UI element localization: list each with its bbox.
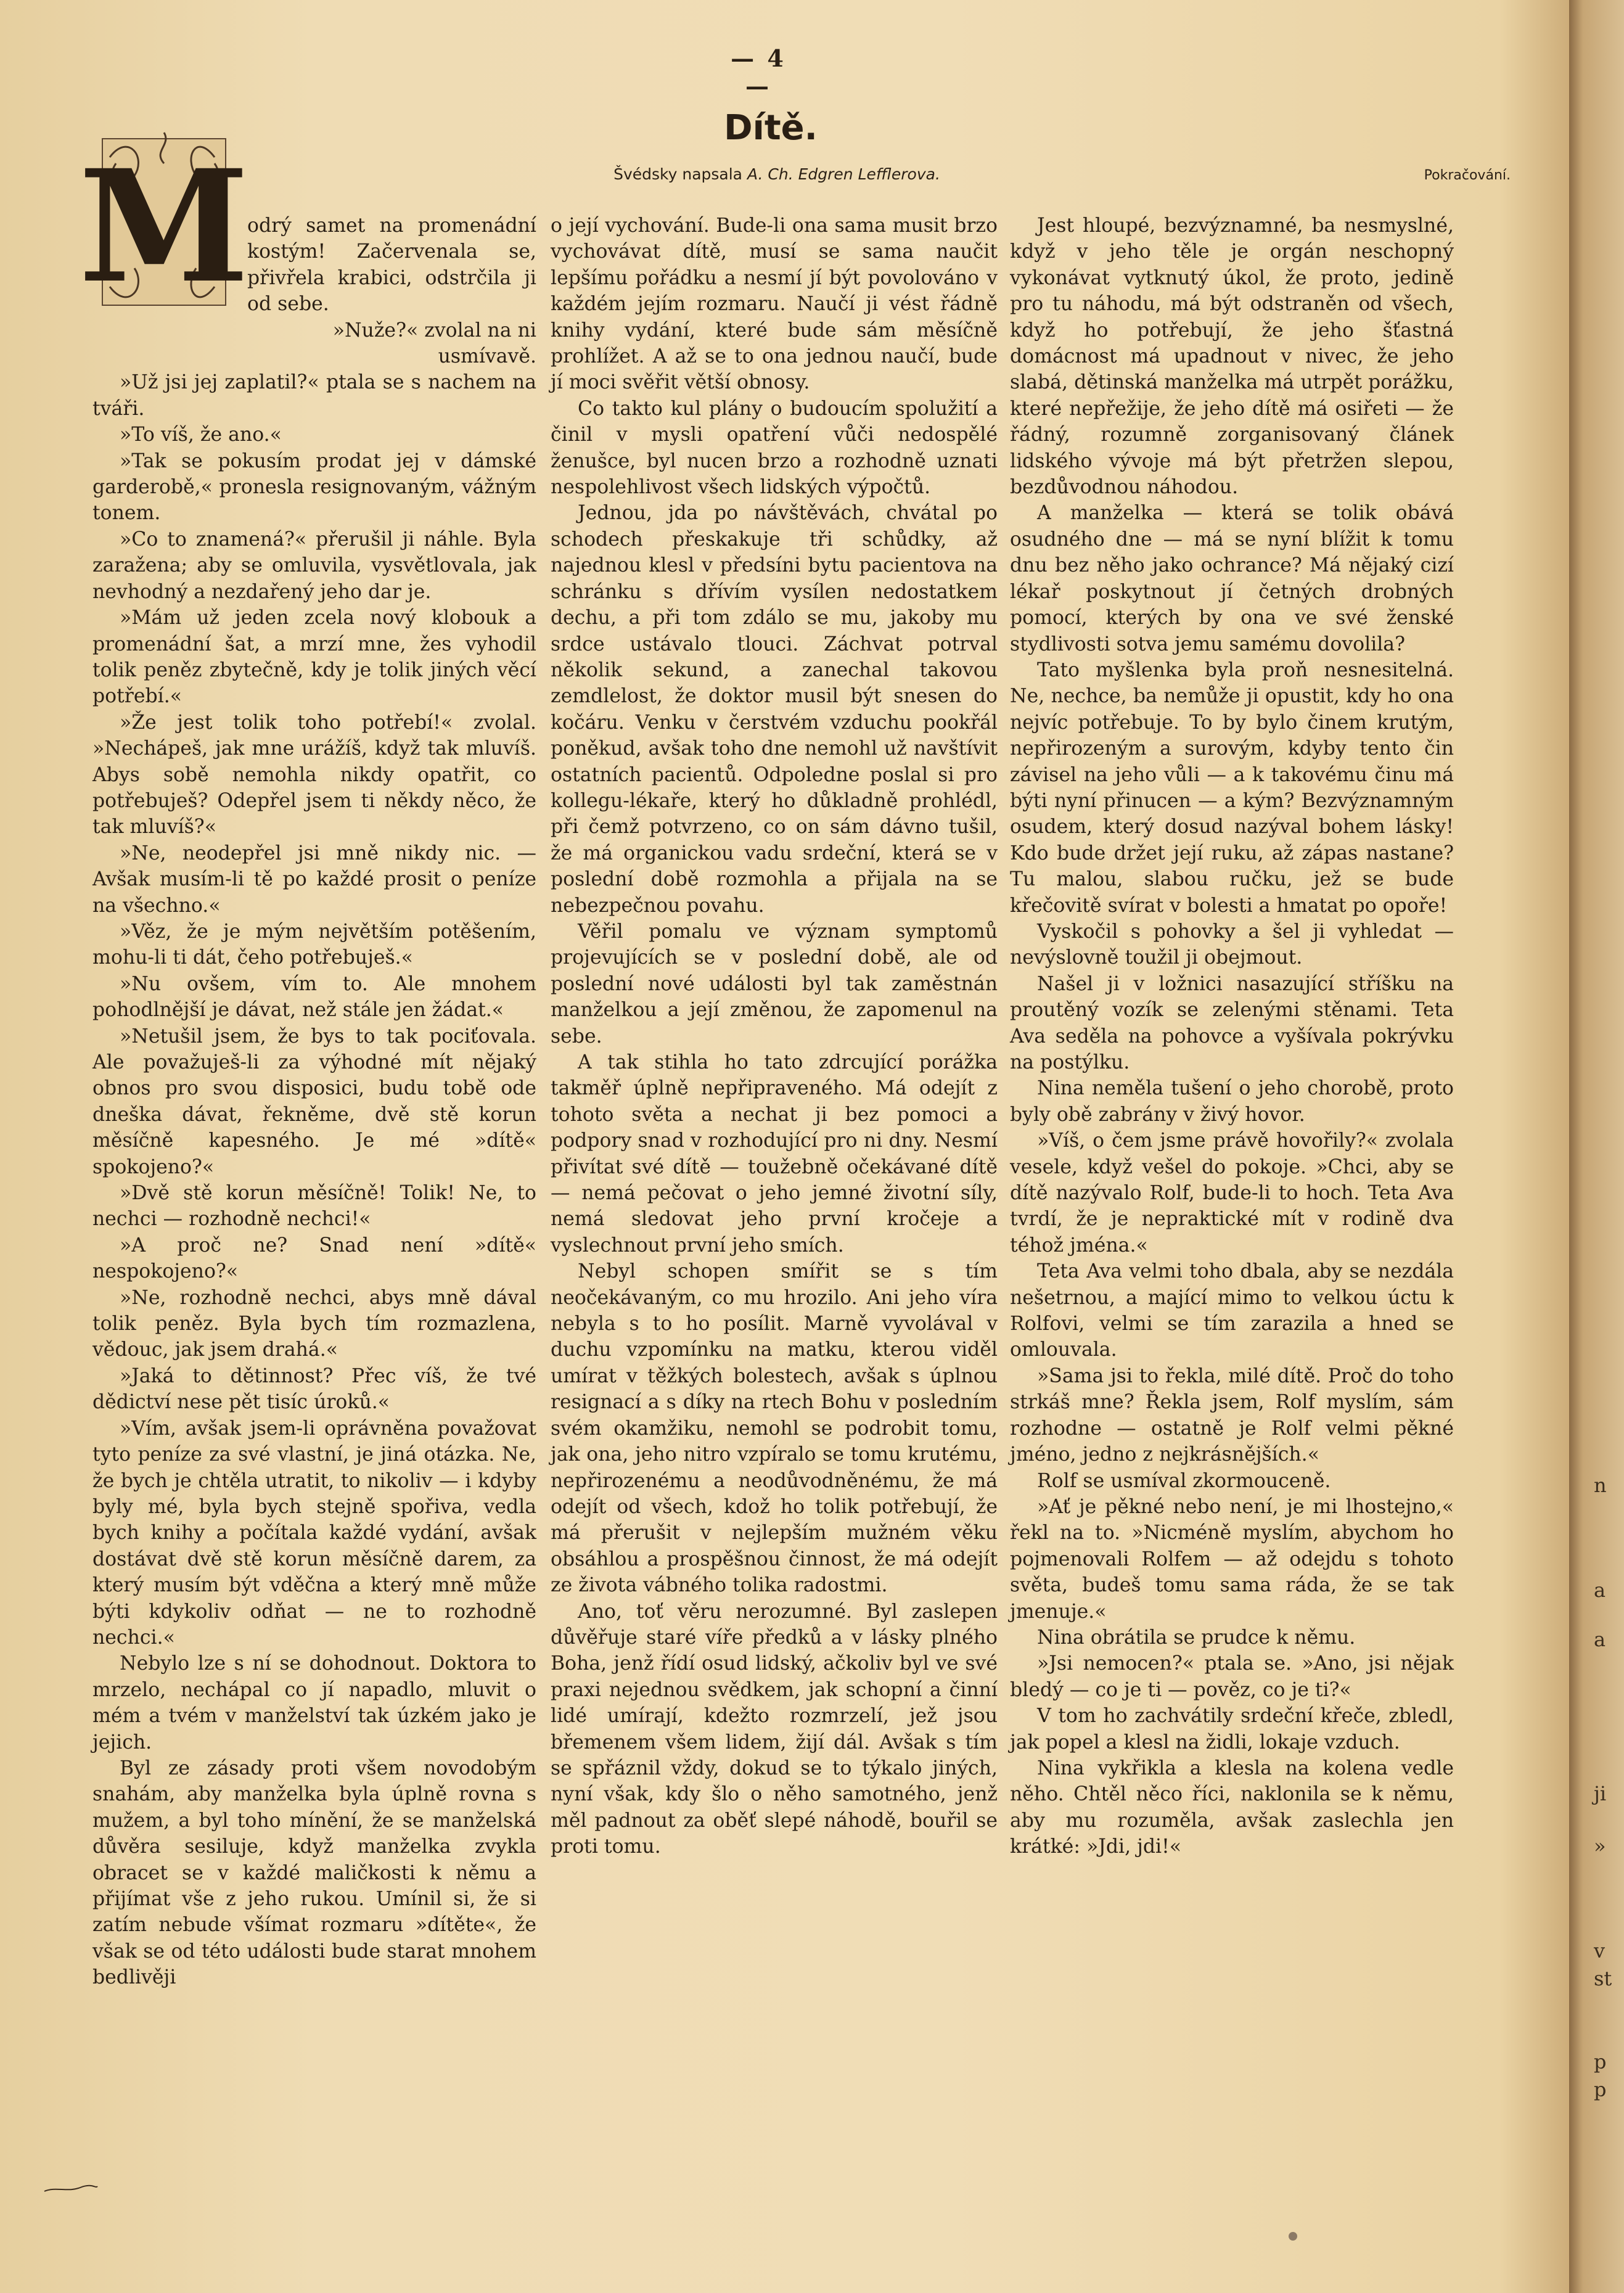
paragraph: »Nuže?« zvolal na ni usmívavě. [332, 319, 536, 368]
paragraph: Byl ze zásady proti všem novodobým snahám, aby manželka byla úplně rovna s mužem, a byl toho mínění, že se manželská důvěra sesiluje, když manželka zvykla obracet se v každé maličkosti k němu a přijímat vše z jeho rukou. Umínil si, že si zatím nebude všímat rozmaru »dítěte«, že však se od této události bude starat mnohem bedlivěji [92, 1757, 536, 1989]
paragraph: A manželka — která se tolik obává osudného dne — má se nyní blížit k tomu dnu bez něho jako ochrance? Má nějaký cizí lékař poskytnout jí četných drobných pomocí, kterých by ona ve své ženské stydlivosti sotva jemu samému dovolila? [1010, 502, 1454, 655]
paragraph: Nina vykřikla a klesla na kolena vedle něho. Chtěl něco říci, naklonila se k němu, aby mu rozuměla, avšak zaslechla jen krátké: »Jdi, jdi!« [1010, 1757, 1454, 1858]
paragraph: »Jsi nemocen?« ptala se. »Ano, jsi nějak bledý — co je ti — pověz, co je ti?« [1010, 1652, 1454, 1701]
paragraph: Vyskočil s pohovky a šel ji vyhledat — nevýslovně toužil ji obejmout. [1010, 920, 1454, 969]
paragraph: »Ne, rozhodně nechci, abys mně dával tolik peněz. Byla bych tím rozmazlena, vědouc, jak jsem drahá.« [92, 1286, 536, 1361]
next-page-edge [1569, 0, 1624, 2293]
paragraph: Nina obrátila se prudce k němu. [1037, 1626, 1356, 1649]
paragraph: Ano, toť věru nerozumné. Byl zaslepen důvěřuje staré víře předků a v lásky plného Boha, jenž řídí osud lidský, ačkoliv byl ve své praxi nejednou svědkem, jak schopní a činní lidé umírají, kdežto rozmrzelí, jež jsou břemenem všem lidem, žijí dál. Avšak s tím se spřáznil vždy, dokud se to týkalo jiných, nyní však, kdy šlo o něho samotného, jenž měl padnout za oběť slepé náhodě, bouřil se proti tomu. [551, 1600, 998, 1858]
edge-fragment: n [1594, 1474, 1607, 1497]
paragraph: A tak stihla ho tato zdrcující porážka takměř úplně nepřipraveného. Má odejít z tohoto světa a nechat ji bez pomoci a podpory snad v rozhodující pro ni dny. Nesmí přivítat své dítě — toužebně očekávané dítě — nemá pečovat o jeho jemné životní síly, nemá sledovat jeho první kročeje a vyslechnout první jeho smích. [551, 1051, 998, 1257]
paragraph: Věřil pomalu ve význam symptomů projevujících se v poslední době, ale od poslední nové události byl tak zaměstnán manželkou a její změnou, že zapomenul na sebe. [551, 920, 998, 1048]
text-column-1 [78, 136, 536, 1991]
paragraph: »Vím, avšak jsem-li oprávněna považovat tyto peníze za své vlastní, je jiná otázka. Ne, že bych je chtěla utratit, to nikoliv — i kdyby byly mé, byla bych stejně spořiva, vedla bych knihy a počítala každé vydání, avšak dostávat dvě stě korun měsíčně darem, za který musím být vděčna a který mně může býti kdykoliv odňat — ne to rozhodně nechci.« [92, 1417, 536, 1649]
edge-fragment: a [1594, 1578, 1606, 1602]
text-column-2 [551, 213, 998, 1860]
paragraph: V tom ho zachvátily srdeční křeče, zbledl, jak popel a klesl na židli, lokaje vzduch. [1010, 1705, 1454, 1754]
paragraph: »Že jest tolik toho potřebí!« zvolal. »Nechápeš, jak mne urážíš, když tak mluvíš. Abys sobě nemohla nikdy opatřit, co potřebuješ? Odepřel jsem ti někdy něco, že tak mluvíš?« [92, 711, 536, 839]
paragraph: Rolf se usmíval zkormouceně. [1037, 1469, 1331, 1492]
byline-prefix: Švédsky napsala [613, 165, 742, 183]
paragraph: »Jaká to dětinnost? Přec víš, že tvé dědictví nese pět tisíc úroků.« [92, 1364, 536, 1414]
dropcap-letter: M [78, 136, 250, 317]
paragraph: »Víš, o čem jsme právě hovořily?« zvolala vesele, když vešel do pokoje. »Chci, aby se dítě nazývalo Rolf, bude-li to hoch. Teta Ava tvrdí, že je nepraktické mít v rodině dva téhož jména.« [1010, 1130, 1454, 1257]
edge-fragment: a [1594, 1628, 1606, 1651]
ink-spot [1289, 2232, 1297, 2241]
page-number: — 4 — [731, 44, 786, 100]
edge-fragment: v [1594, 1939, 1606, 1963]
paragraph: Našel ji v ložnici nasazující stříšku na proutěný vozík se zelenými stěnami. Teta Ava seděla na pohovce a vyšívala pokrývku na postýlku. [1010, 972, 1454, 1073]
paragraph: »To víš, že ano.« [120, 424, 282, 446]
paragraph: »A proč ne? Snad není »dítě« nespokojeno?« [92, 1234, 536, 1283]
paragraph: Jednou, jda po návštěvách, chvátal po schodech přeskakuje tři schůdky, až najednou klesl v předsíni bytu pacientova na schránku s dřívím vysílen nedostatkem dechu, a při tom zdálo se mu, jakoby mu srdce ustávalo tlouci. Záchvat potrval několik sekund, a zanechal takovou zemdlelost, že doktor musil být snesen do kočáru. Venku v čerstvém vzduchu pookřál poněkud, avšak toho dne nemohl už navštívit ostatních pacientů. Odpoledne poslal si pro kollegu-lékaře, který ho důkladně prohlédl, při čemž potvrzeno, co on sám dávno tušil, že má organickou vadu srdeční, která se v poslední době rozmohla a přijala na se nebezpečnou povahu. [551, 502, 998, 917]
edge-fragment: p [1594, 2078, 1607, 2101]
paragraph: »Sama jsi to řekla, milé dítě. Proč do toho strkáš mne? Řekla jsem, Rolf myslím, sám rozhodne — ostatně je Rolf velmi pěkné jméno, jedno z nejkrásnějších.« [1010, 1364, 1454, 1466]
edge-fragment: st [1594, 1967, 1612, 1990]
paragraph: »Dvě stě korun měsíčně! Tolik! Ne, to nechci — rozhodně nechci!« [92, 1182, 536, 1231]
paragraph: »Tak se pokusím prodat jej v dámské garderobě,« pronesla resignovaným, vážným tonem. [92, 449, 536, 525]
edge-fragment: p [1594, 2050, 1607, 2074]
paragraph: Nebyl schopen smířit se s tím neočekávaným, co mu hrozilo. Ani jeho víra nebyla s to ho posílit. Marně vyvolával v duchu vzpomínku na matku, kterou viděl umírat v těžkých bolestech, avšak s úplnou resignací a s díky na rtech Bohu v posledním svém okamžiku, nemohl se podrobit tomu, jak ona, jeho nitro vzpíralo se tomu krutému, nepřirozenému a neodůvodněnému, že má odejít od všech, kdož ho tolik potřebují, že má přerušit v nejlepším mužném věku obsáhlou a prospěšnou činnost, že má odejít ze života vábného tolika radostmi. [551, 1260, 998, 1597]
paragraph: Teta Ava velmi toho dbala, aby se nezdála nešetrnou, a mající mimo to velkou úctu k Rolfovi, velmi se tím zarazila a hned se omlouvala. [1010, 1260, 1454, 1361]
paragraph: »Ne, neodepřel jsi mně nikdy nic. — Avšak musím-li tě po každé prosit o peníze na všechno.« [92, 842, 536, 917]
article-byline [530, 165, 1023, 183]
ornamental-initial [78, 120, 250, 318]
byline-author: A. Ch. Edgren Lefflerova. [747, 165, 940, 183]
paragraph: »Už jsi jej zaplatil?« ptala se s nachem na tváři. [92, 371, 536, 420]
paragraph: Nebylo lze s ní se dohodnout. Doktora to mrzelo, nechápal co jí napadlo, mluvit o mém a tvém v manželství tak úzkém jako je jejich. [92, 1652, 536, 1754]
edge-fragment: » [1594, 1834, 1606, 1858]
paragraph: »Netušil jsem, že bys to tak pociťovala. Ale považuješ-li za výhodné mít nějaký obnos pro svou disposici, budu tobě ode dneška dávat, řekněme, dvě stě korun měsíčně kapesného. Je mé »dítě« spokojeno?« [92, 1025, 536, 1178]
paragraph: Jest hloupé, bezvýznamné, ba nesmyslné, když v jeho těle je orgán neschopný vykonávat vytknutý úkol, že proto, jedině pro tu náhodu, má být odstraněn od všech, když ho potřebují, že jeho šťastná domácnost má upadnout v nivec, že jeho slabá, dětinská manželka má utrpět porážku, které nepřežije, že jeho dítě má osiřeti — že řádný, rozumně zorganisovaný článek lidského vývoje má být přetržen slepou, bezdůvodnou náhodou. [1010, 215, 1454, 499]
text-column-3 [1010, 213, 1454, 1860]
edge-fragment: ji [1594, 1782, 1607, 1805]
paragraph: »Nu ovšem, vím to. Ale mnohem pohodlnější je dávat, než stále jen žádat.« [92, 972, 536, 1022]
paragraph: odrý samet na promenádní kostým! Začervenala se, přivřela krabici, odstrčila ji od sebe. [247, 215, 536, 316]
paragraph: »Mám už jeden zcela nový klobouk a promenádní šat, a mrzí mne, žes vyhodil tolik peněz zbytečně, kdy je tolik jiných věcí potřebí.« [92, 607, 536, 708]
paragraph: Co takto kul plány o budoucím spolužití a činil v mysli opatření vůči nedospělé ženušce, byl nucen brzo a rozhodně uznati nespolehlivost všech lidských výpočtů. [551, 397, 998, 499]
paragraph: o její vychování. Bude-li ona sama musit brzo vychovávat dítě, musí se sama naučit lepšímu pořádku a nesmí jí být povolováno v každém jejím rozmaru. Naučí ji vést řádně knihy vydání, které bude sám měsíčně prohlížet. A až se to ona jednou naučí, bude jí moci svěřit větší obnosy. [551, 215, 998, 394]
paragraph: »Ať je pěkné nebo není, je mi lhostejno,« řekl na to. »Nicméně myslím, abychom ho pojmenovali Rolfem — až odejdu s tohoto světa, budeš tomu sama ráda, že se tak jmenuje.« [1010, 1495, 1454, 1623]
paragraph: »Věz, že je mým největším potěšením, mohu-li ti dát, čeho potřebuješ.« [92, 920, 536, 969]
article-title: Dítě. [724, 108, 818, 148]
paragraph: Tato myšlenka byla proň nesnesitelná. Ne, nechce, ba nemůže ji opustit, kdy ho ona nejvíc potřebuje. To by bylo činem krutým, nepřirozeným a surovým, kdyby tento čin závisel na jeho vůli — a k takovému činu má býti nyní přinucen — a kým? Bezvýznamným osudem, který dosud nazýval bohem lásky! Kdo bude držet její ruku, až zápas nastane? Tu malou, slabou ručku, jež se bude křečovitě svírat v bolesti a hmatat po opoře! [1010, 658, 1454, 917]
paragraph: Nina neměla tušení o jeho chorobě, proto byly obě zabrány v živý hovor. [1010, 1077, 1454, 1126]
continued-label: Pokračování. [1424, 168, 1511, 183]
ink-scratch-mark [43, 2183, 99, 2195]
paragraph: »Co to znamená?« přerušil ji náhle. Byla zaražena; aby se omluvila, vysvětlovala, jak nevhodný a nezdařený jeho dar je. [92, 528, 536, 603]
